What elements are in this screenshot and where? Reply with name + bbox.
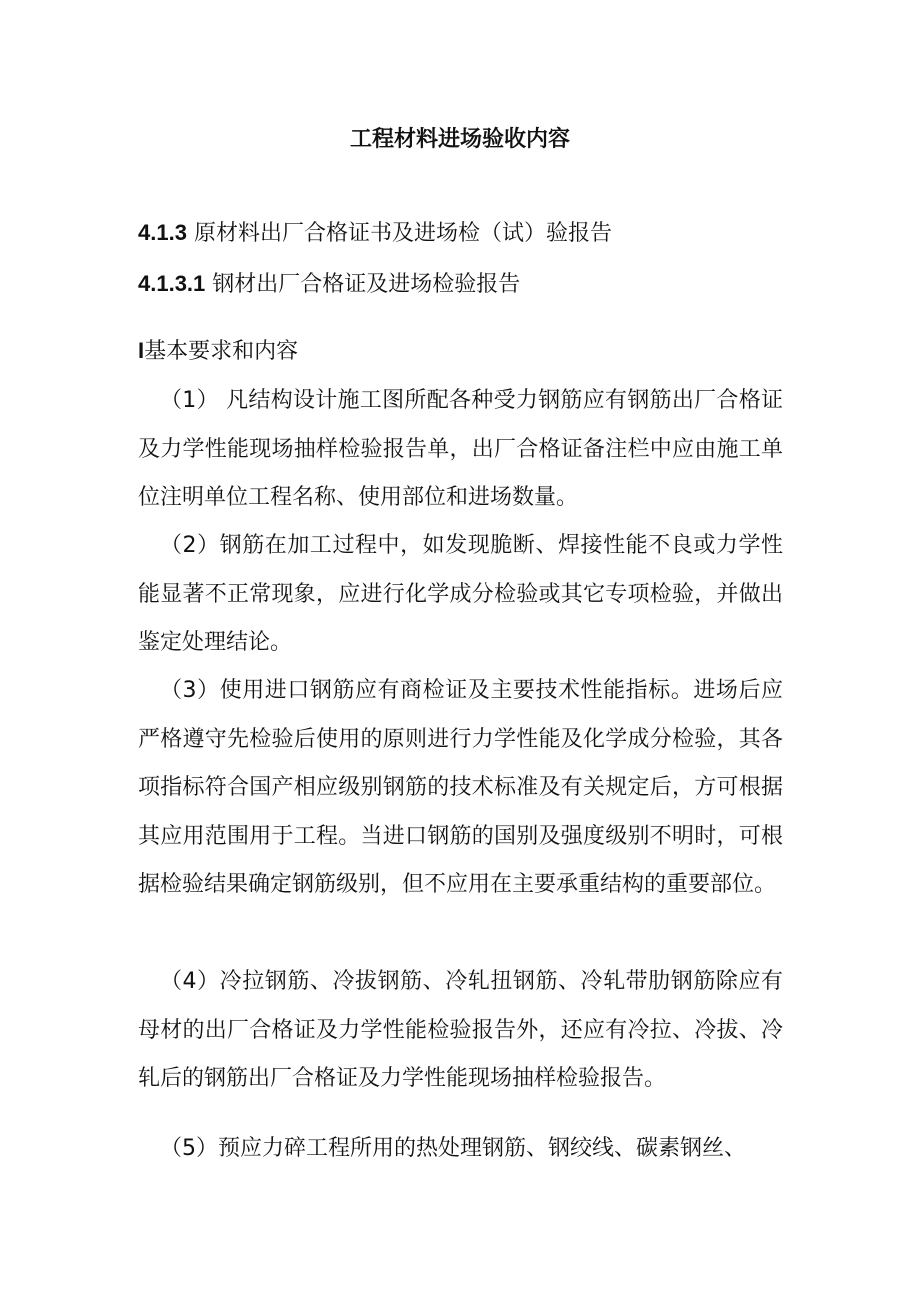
paragraph-1: （1） 凡结构设计施工图所配各种受力钢筋应有钢筋出厂合格证及力学性能现场抽样检验报告单，出厂合格证备注栏中应由施工单位注明单位工程名称、使用部位和进场数量。	[138, 388, 783, 510]
paragraph-5: （5）预应力碎工程所用的热处理钢筋、钢绞线、碳素钢丝、	[160, 1136, 746, 1161]
subsection-text: 钢材出厂合格证及进场检验报告	[212, 272, 521, 297]
part-marker: I	[138, 338, 145, 363]
document-title: 工程材料进场验收内容	[349, 127, 570, 152]
paragraph-4: （4）冷拉钢筋、冷拔钢筋、冷轧扭钢筋、冷轧带肋钢筋除应有母材的出厂合格证及力学性能检验报告外，还应有冷拉、冷拔、冷轧后的钢筋出厂合格证及力学性能现场抽样检验报告。	[138, 969, 783, 1091]
part-text: 基本要求和内容	[144, 339, 299, 364]
subsection-number: 4.1.3.1	[138, 271, 206, 296]
subsection-heading	[138, 268, 520, 301]
paragraph-3: （3）使用进口钢筋应有商检证及主要技术性能指标。进场后应严格遵守先检验后使用的原则进行力学性能及化学成分检验，其各项指标符合国产相应级别钢筋的技术标准及有关规定后，方可根据其应用范围用于工程。当进口钢筋的国别及强度级别不明时，可根据检验结果确定钢筋级别，但不应用在主要承重结构的重要部位。	[138, 678, 783, 897]
section-heading	[138, 217, 612, 250]
section-number: 4.1.3	[138, 220, 187, 245]
paragraph-2: （2）钢筋在加工过程中，如发现脆断、焊接性能不良或力学性能显著不正常现象，应进行化学成分检验或其它专项检验，并做出鉴定处理结论。	[138, 533, 783, 655]
section-text: 原材料出厂合格证书及进场检（试）验报告	[193, 221, 612, 246]
part-heading	[138, 335, 298, 368]
